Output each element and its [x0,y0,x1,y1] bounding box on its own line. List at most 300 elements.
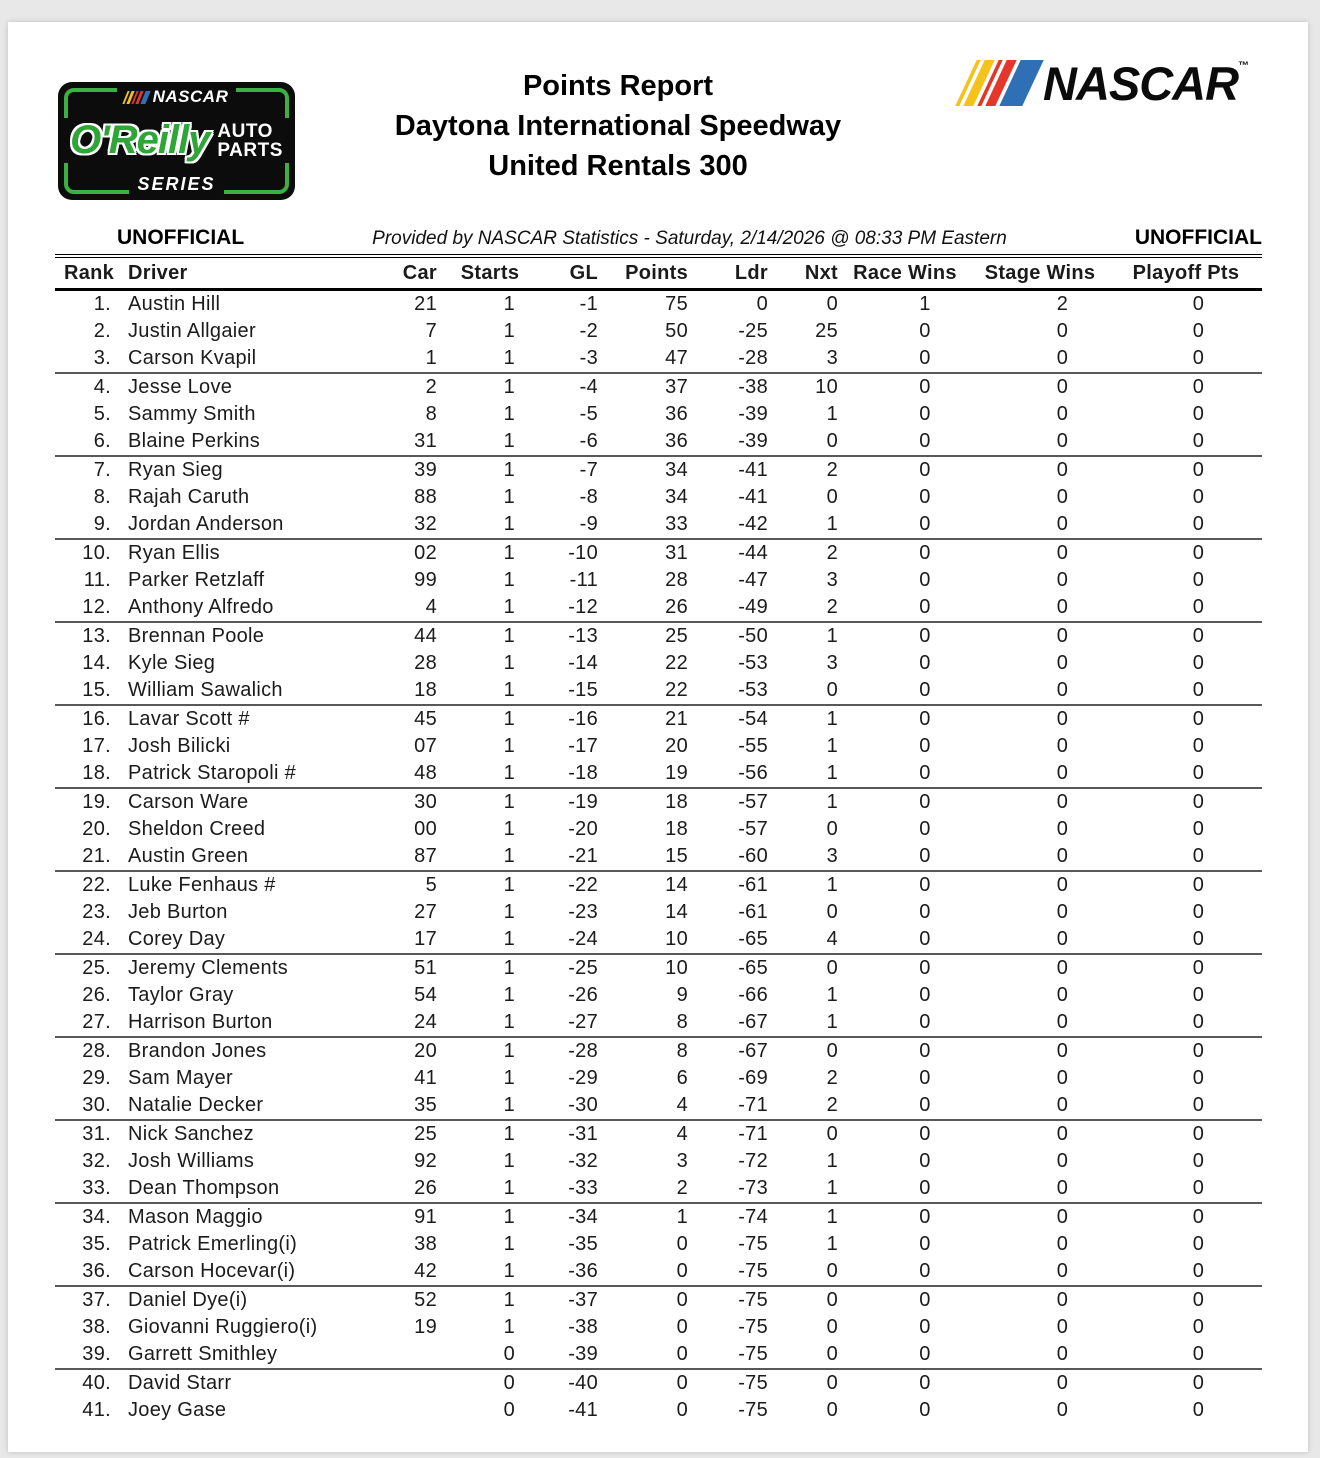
table-row [55,401,1262,428]
cell-race-wins: 0 [840,1092,970,1120]
cell-driver: Blaine Perkins [115,428,395,456]
cell-gl: -8 [579,486,598,508]
cell-playoff-pts: 0 [1192,818,1205,840]
cell-rank: 41. [82,1399,111,1421]
cell-starts: 1 [503,1206,515,1228]
cell-points: 0 [600,1258,690,1286]
cell-starts: 1 [503,735,515,757]
cell-rank: 12. [55,594,115,622]
cell-ldr: -75 [738,1289,768,1311]
cell-starts: 1 [445,1009,535,1037]
cell-driver: Dean Thompson [115,1175,395,1203]
cell-rank: 21. [55,843,115,871]
cell-points: 20 [665,735,688,757]
table-row [55,318,1262,345]
cell-race-wins: 0 [919,957,931,979]
cell-starts: 1 [445,1175,535,1203]
cell-points: 8 [676,1040,688,1062]
provided-by-text: Provided by NASCAR Statistics - Saturday, 2/14/2026 @ 08:33 PM Eastern [372,228,1007,249]
cell-ldr: -55 [738,735,768,757]
cell-car: 52 [414,1289,437,1311]
cell-playoff-pts: 0 [1192,1150,1205,1172]
cell-stage-wins: 0 [1056,1372,1069,1394]
cell-stage-wins: 0 [1056,1399,1069,1421]
cell-rank: 2. [93,320,111,342]
table-row [55,788,1262,816]
cell-stage-wins: 0 [970,1341,1110,1369]
cell-ldr: -60 [690,843,770,871]
cell-car: 42 [395,1258,445,1286]
cell-stage-wins: 0 [1056,1040,1069,1062]
cell-playoff-pts: 0 [1192,625,1205,647]
cell-gl: -37 [568,1289,598,1311]
nascar-wordmark: NASCAR [1043,56,1239,110]
auto-parts-label [217,122,282,160]
cell-car: 41 [414,1067,437,1089]
cell-rank: 8. [93,486,111,508]
cell-nxt: 0 [826,1399,838,1421]
cell-stage-wins: 0 [1056,1067,1069,1089]
cell-gl: -3 [535,345,600,373]
cell-points: 4 [676,1123,688,1145]
cell-race-wins: 0 [919,1206,931,1228]
cell-nxt: 1 [826,1233,838,1255]
cell-nxt: 0 [826,293,838,315]
cell-playoff-pts: 0 [1192,293,1205,315]
cell-gl: -18 [535,760,600,788]
cell-playoff-pts: 0 [1192,874,1205,896]
cell-driver: Lavar Scott # [128,708,250,730]
cell-playoff-pts: 0 [1192,1233,1205,1255]
table-row [55,677,1262,705]
cell-stage-wins: 0 [1056,1123,1069,1145]
cell-race-wins: 0 [919,1040,931,1062]
cell-stage-wins: 0 [1056,1316,1069,1338]
cell-points: 4 [600,1092,690,1120]
cell-race-wins: 0 [919,320,931,342]
cell-driver: Josh Williams [128,1150,255,1172]
table-row [55,484,1262,511]
cell-driver: Ryan Ellis [128,542,220,564]
cell-gl: -6 [535,428,600,456]
cell-ldr: -57 [738,818,768,840]
cell-stage-wins: 0 [1056,403,1069,425]
cell-ldr: -75 [738,1316,768,1338]
cell-race-wins: 0 [919,1067,931,1089]
cell-stage-wins: 0 [970,1009,1110,1037]
cell-stage-wins: 0 [1056,652,1069,674]
cell-ldr: -75 [738,1233,768,1255]
cell-points: 50 [665,320,688,342]
cell-ldr: 0 [756,293,768,315]
cell-nxt: 1 [770,1009,840,1037]
cell-driver: Austin Hill [128,293,221,315]
cell-driver: Sam Mayer [128,1067,233,1089]
cell-driver: Patrick Staropoli # [115,760,395,788]
cell-ldr: -57 [738,791,768,813]
table-row [55,1341,1262,1369]
cell-rank: 6. [55,428,115,456]
table-row [55,567,1262,594]
cell-stage-wins: 0 [1056,542,1069,564]
cell-starts: 1 [503,1123,515,1145]
cell-starts: 1 [503,1150,515,1172]
cell-ldr: -72 [738,1150,768,1172]
cell-car: 25 [414,1123,437,1145]
cell-driver: Jeb Burton [128,901,228,923]
cell-nxt: 3 [826,652,838,674]
cell-ldr: -65 [738,957,768,979]
cell-ldr: -53 [690,677,770,705]
report-title-line3: United Rentals 300 [488,150,748,182]
cell-playoff-pts: 0 [1192,791,1205,813]
cell-car: 92 [414,1150,437,1172]
cell-playoff-pts: 0 [1192,376,1205,398]
cell-rank: 27. [55,1009,115,1037]
cell-playoff-pts: 0 [1110,677,1262,705]
cell-stage-wins: 0 [1056,569,1069,591]
cell-rank: 25. [82,957,111,979]
cell-ldr: -75 [738,1399,768,1421]
cell-rank: 26. [82,984,111,1006]
cell-nxt: 1 [826,984,838,1006]
table-row [55,622,1262,650]
cell-race-wins: 0 [840,760,970,788]
cell-rank: 15. [55,677,115,705]
cell-nxt: 1 [826,735,838,757]
cell-rank: 29. [82,1067,111,1089]
cell-driver: Josh Bilicki [128,735,231,757]
cell-car: 20 [414,1040,437,1062]
table-row [55,511,1262,539]
cell-race-wins: 0 [919,376,931,398]
cell-nxt: 4 [770,926,840,954]
cell-points: 18 [665,818,688,840]
cell-starts: 1 [503,293,515,315]
cell-race-wins: 0 [919,625,931,647]
cell-stage-wins: 0 [1056,1289,1069,1311]
table-row [55,1175,1262,1203]
cell-points: 22 [665,652,688,674]
cell-race-wins: 0 [840,926,970,954]
cell-starts: 1 [503,1040,515,1062]
unofficial-badge-left: UNOFFICIAL [117,226,245,249]
cell-starts: 1 [503,459,515,481]
table-row [55,982,1262,1009]
table-row [55,760,1262,788]
cell-driver: Anthony Alfredo [115,594,395,622]
cell-driver: Parker Retzlaff [128,569,265,591]
cell-playoff-pts: 0 [1192,459,1205,481]
cell-points: 0 [676,1372,688,1394]
cell-race-wins: 0 [840,511,970,539]
cell-race-wins: 0 [919,652,931,674]
cell-race-wins: 0 [919,569,931,591]
table-row [55,290,1262,319]
cell-nxt: 1 [826,1150,838,1172]
cell-car: 44 [414,625,437,647]
column-header-nxt: Nxt [770,256,840,290]
cell-rank: 20. [82,818,111,840]
cell-driver: Daniel Dye(i) [128,1289,248,1311]
cell-race-wins: 0 [840,1341,970,1369]
cell-points: 2 [600,1175,690,1203]
points-table-body [55,290,1262,1425]
cell-ldr: -66 [738,984,768,1006]
cell-gl: -2 [579,320,598,342]
cell-nxt: 0 [826,818,838,840]
cell-points: 14 [665,901,688,923]
cell-car: 18 [395,677,445,705]
cell-car: 02 [414,542,437,564]
cell-rank: 16. [82,708,111,730]
cell-car [395,1397,445,1424]
cell-ldr: -47 [738,569,768,591]
column-header-starts: Starts [445,256,535,290]
cell-starts: 1 [503,376,515,398]
cell-race-wins: 0 [919,1372,931,1394]
cell-starts: 1 [445,428,535,456]
cell-gl: -41 [568,1399,598,1421]
cell-gl: -38 [568,1316,598,1338]
nascar-stripes-icon [955,60,1043,106]
cell-rank: 22. [82,874,111,896]
cell-stage-wins: 0 [1056,1206,1069,1228]
cell-driver: Brandon Jones [128,1040,267,1062]
cell-race-wins: 0 [919,1150,931,1172]
cell-nxt: 0 [826,1040,838,1062]
cell-ldr: -73 [690,1175,770,1203]
cell-playoff-pts: 0 [1192,1399,1205,1421]
cell-nxt: 10 [815,376,838,398]
cell-car: 38 [414,1233,437,1255]
table-row [55,1397,1262,1424]
cell-driver: Ryan Sieg [128,459,223,481]
cell-driver: Taylor Gray [128,984,234,1006]
cell-points: 25 [665,625,688,647]
table-row [55,1203,1262,1231]
cell-gl: -24 [535,926,600,954]
series-logo-middle [62,118,291,163]
cell-rank: 30. [55,1092,115,1120]
cell-starts: 1 [503,486,515,508]
cell-starts: 1 [445,511,535,539]
table-row [55,456,1262,484]
cell-nxt: 1 [826,874,838,896]
cell-nxt: 1 [826,708,838,730]
cell-race-wins: 0 [919,542,931,564]
cell-gl: -28 [568,1040,598,1062]
cell-starts: 1 [503,984,515,1006]
cell-points: 1 [676,1206,688,1228]
cell-car: 88 [414,486,437,508]
cell-nxt: 1 [826,403,838,425]
column-header-playoff-pts: Playoff Pts [1110,256,1262,290]
cell-car: 17 [395,926,445,954]
cell-stage-wins: 0 [1056,625,1069,647]
cell-stage-wins: 0 [1056,376,1069,398]
cell-gl: -31 [568,1123,598,1145]
cell-car: 45 [414,708,437,730]
cell-stage-wins: 0 [1056,818,1069,840]
cell-stage-wins: 0 [970,428,1110,456]
cell-starts: 1 [503,403,515,425]
cell-car: 39 [414,459,437,481]
cell-points: 6 [676,1067,688,1089]
nascar-stripes-icon [122,91,150,104]
cell-rank: 19. [82,791,111,813]
cell-race-wins: 0 [840,1258,970,1286]
cell-car: 91 [414,1206,437,1228]
cell-car: 30 [414,791,437,813]
cell-race-wins: 0 [919,735,931,757]
cell-car: 87 [395,843,445,871]
cell-stage-wins: 0 [1056,486,1069,508]
cell-gl: -16 [568,708,598,730]
cell-playoff-pts: 0 [1110,428,1262,456]
nascar-logo [966,58,1249,108]
cell-race-wins: 0 [919,708,931,730]
cell-rank: 14. [82,652,111,674]
cell-nxt: 1 [770,1175,840,1203]
cell-race-wins: 0 [919,818,931,840]
cell-starts: 1 [503,1289,515,1311]
table-row [55,705,1262,733]
cell-stage-wins: 0 [970,1175,1110,1203]
cell-ldr: -75 [690,1258,770,1286]
table-row [55,1065,1262,1092]
table-row [55,373,1262,401]
cell-starts: 1 [503,708,515,730]
cell-rank: 11. [83,569,111,591]
cell-stage-wins: 0 [970,1258,1110,1286]
cell-points: 19 [600,760,690,788]
cell-nxt: 3 [826,569,838,591]
cell-car: 07 [414,735,437,757]
cell-playoff-pts: 0 [1192,708,1205,730]
cell-stage-wins: 0 [970,677,1110,705]
cell-race-wins: 0 [919,486,931,508]
cell-nxt: 1 [826,1206,838,1228]
cell-rank: 10. [82,542,111,564]
table-row [55,650,1262,677]
cell-playoff-pts: 0 [1192,1123,1205,1145]
cell-starts: 0 [445,1341,535,1369]
cell-ldr: -74 [738,1206,768,1228]
cell-nxt: 2 [826,542,838,564]
cell-stage-wins: 0 [970,594,1110,622]
points-table [55,254,1262,1424]
cell-gl: -20 [568,818,598,840]
cell-race-wins: 0 [840,677,970,705]
cell-driver: Sheldon Creed [128,818,266,840]
cell-gl: -39 [535,1341,600,1369]
cell-points: 10 [665,957,688,979]
cell-driver: Luke Fenhaus # [128,874,276,896]
cell-car: 2 [425,376,437,398]
cell-rank: 5. [93,403,111,425]
cell-race-wins: 0 [919,1289,931,1311]
cell-playoff-pts: 0 [1192,403,1205,425]
cell-car [395,1341,445,1369]
oreilly-wordmark: O'Reilly [70,118,210,162]
cell-points: 0 [676,1399,688,1421]
cell-car: 99 [414,569,437,591]
cell-gl: -40 [568,1372,598,1394]
cell-ldr: -39 [738,403,768,425]
cell-driver: William Sawalich [115,677,395,705]
cell-car: 4 [395,594,445,622]
cell-race-wins: 0 [919,1316,931,1338]
cell-playoff-pts: 0 [1110,1092,1262,1120]
cell-driver: Corey Day [115,926,395,954]
cell-ldr: -75 [738,1372,768,1394]
cell-car: 1 [395,345,445,373]
cell-starts: 1 [445,1092,535,1120]
cell-starts: 1 [445,594,535,622]
cell-ldr: -71 [690,1092,770,1120]
cell-gl: -1 [579,293,598,315]
cell-stage-wins: 0 [970,511,1110,539]
cell-gl: -21 [535,843,600,871]
cell-rank: 36. [55,1258,115,1286]
cell-car: 5 [425,874,437,896]
table-row [55,1092,1262,1120]
cell-nxt: 1 [770,511,840,539]
cell-ldr: -25 [738,320,768,342]
cell-starts: 1 [445,760,535,788]
cell-playoff-pts: 0 [1192,735,1205,757]
cell-rank: 13. [82,625,111,647]
cell-gl: -34 [568,1206,598,1228]
cell-nxt: 0 [826,1316,838,1338]
cell-driver: Mason Maggio [128,1206,263,1228]
cell-driver: Austin Green [115,843,395,871]
cell-starts: 1 [445,677,535,705]
cell-driver: Carson Hocevar(i) [115,1258,395,1286]
cell-gl: -4 [579,376,598,398]
cell-nxt: 0 [826,1372,838,1394]
cell-driver: David Starr [128,1372,232,1394]
cell-race-wins: 1 [919,293,931,315]
cell-stage-wins: 0 [1056,459,1069,481]
cell-stage-wins: 0 [970,843,1110,871]
table-row [55,871,1262,899]
cell-nxt: 0 [826,1123,838,1145]
cell-driver: Brennan Poole [128,625,265,647]
nascar-trademark: ™ [1238,60,1250,72]
cell-gl: -33 [535,1175,600,1203]
table-row [55,733,1262,760]
cell-race-wins: 0 [840,594,970,622]
cell-starts: 1 [503,1316,515,1338]
table-row [55,843,1262,871]
cell-ldr: -67 [690,1009,770,1037]
cell-driver: Kyle Sieg [128,652,216,674]
cell-race-wins: 0 [919,984,931,1006]
cell-playoff-pts: 0 [1192,984,1205,1006]
cell-driver: Sammy Smith [128,403,256,425]
cell-rank: 17. [82,735,111,757]
cell-stage-wins: 0 [1056,320,1069,342]
cell-stage-wins: 0 [1056,791,1069,813]
cell-nxt: 0 [770,428,840,456]
cell-car: 32 [395,511,445,539]
cell-points: 10 [600,926,690,954]
cell-ldr: -71 [738,1123,768,1145]
cell-points: 9 [676,984,688,1006]
cell-ldr: -42 [690,511,770,539]
